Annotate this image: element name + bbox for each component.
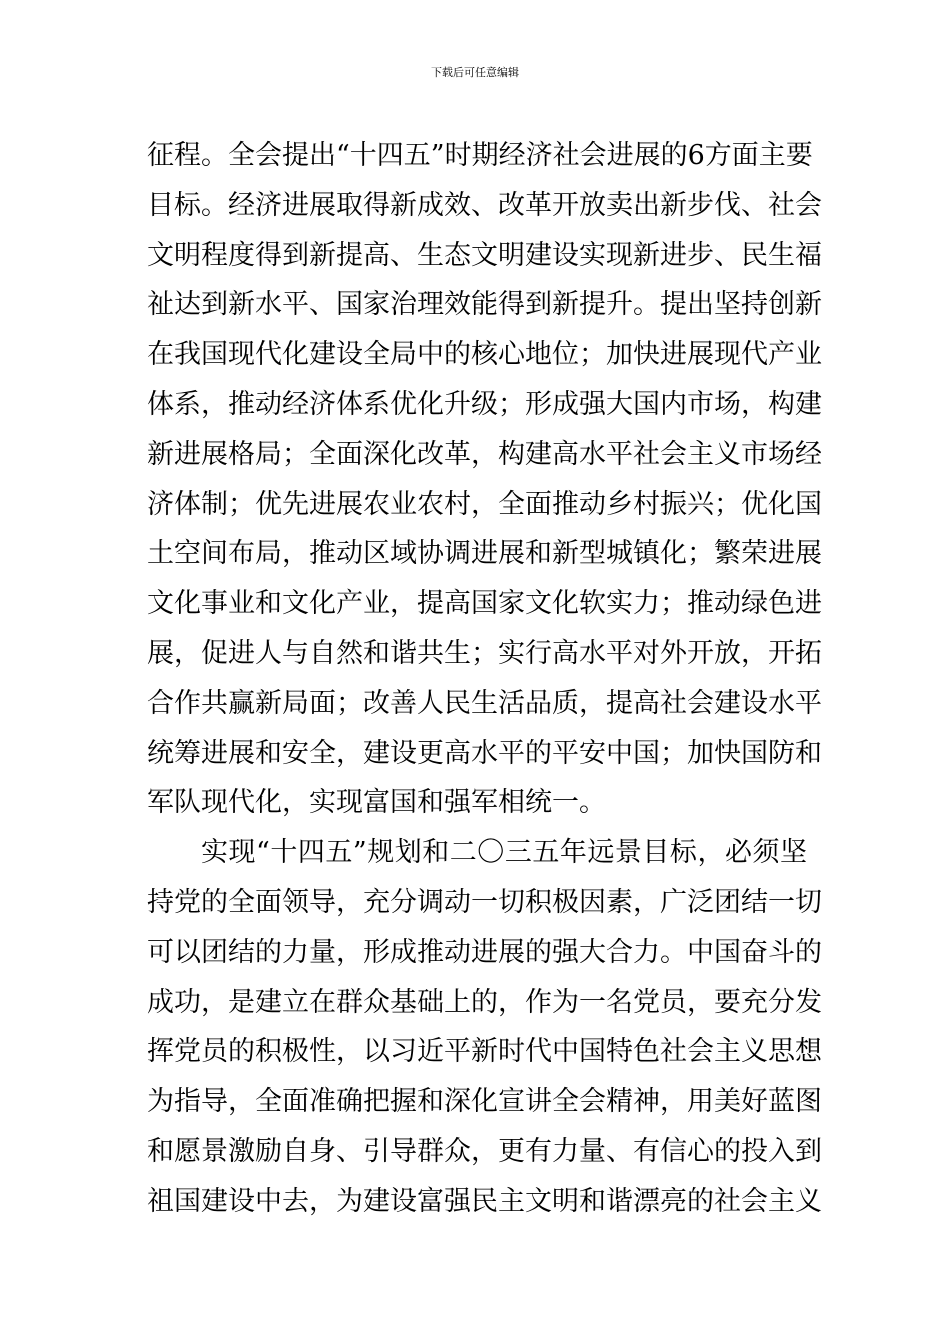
text-line: 体系，推动经济体系优化升级；形成强大国内市场，构建 bbox=[147, 388, 822, 420]
page-header: 下载后可任意编辑 bbox=[431, 66, 519, 79]
text-line: 实现“十四五”规划和二〇三五年远景目标，必须坚 bbox=[201, 837, 807, 869]
text-line: 土空间布局，推动区域协调进展和新型城镇化；繁荣进展 bbox=[147, 538, 822, 570]
text-line: 济体制；优先进展农业农村，全面推动乡村振兴；优化国 bbox=[147, 488, 822, 520]
text-line: 祉达到新水平、国家治理效能得到新提升。提出坚持创新 bbox=[147, 289, 822, 321]
text-line: 挥党员的积极性，以习近平新时代中国特色社会主义思想 bbox=[147, 1036, 822, 1068]
text-line: 军队现代化，实现富国和强军相统一。 bbox=[147, 787, 606, 819]
text-line: 展，促进人与自然和谐共生；实行高水平对外开放，开拓 bbox=[147, 637, 822, 669]
text-line: 合作共赢新局面；改善人民生活品质，提高社会建设水平 bbox=[147, 687, 822, 719]
text-line: 文化事业和文化产业，提高国家文化软实力；推动绿色进 bbox=[147, 588, 822, 620]
paragraph-1 bbox=[147, 131, 822, 828]
text-line: 成功，是建立在群众基础上的，作为一名党员，要充分发 bbox=[147, 986, 822, 1018]
text-line: 祖国建设中去，为建设富强民主文明和谐漂亮的社会主义 bbox=[147, 1185, 822, 1217]
text-line: 和愿景激励自身、引导群众，更有力量、有信心的投入到 bbox=[147, 1135, 822, 1167]
text-line: 目标。经济进展取得新成效、改革开放卖出新步伐、社会 bbox=[147, 189, 822, 221]
text-line: 为指导，全面准确把握和深化宣讲全会精神，用美好蓝图 bbox=[147, 1086, 822, 1118]
text-line: 可以团结的力量，形成推动进展的强大合力。中国奋斗的 bbox=[147, 936, 822, 968]
text-line: 统筹进展和安全，建设更高水平的平安中国；加快国防和 bbox=[147, 737, 822, 769]
text-line: 文明程度得到新提高、生态文明建设实现新进步、民生福 bbox=[147, 239, 822, 271]
text-line: 持党的全面领导，充分调动一切积极因素，广泛团结一切 bbox=[147, 886, 822, 918]
text-line: 征程。全会提出“十四五”时期经济社会进展的6方面主要 bbox=[147, 140, 813, 171]
document-body bbox=[147, 131, 822, 1227]
text-line: 新进展格局；全面深化改革，构建高水平社会主义市场经 bbox=[147, 438, 822, 470]
paragraph-2 bbox=[147, 828, 822, 1226]
text-line: 在我国现代化建设全局中的核心地位；加快进展现代产业 bbox=[147, 339, 822, 371]
